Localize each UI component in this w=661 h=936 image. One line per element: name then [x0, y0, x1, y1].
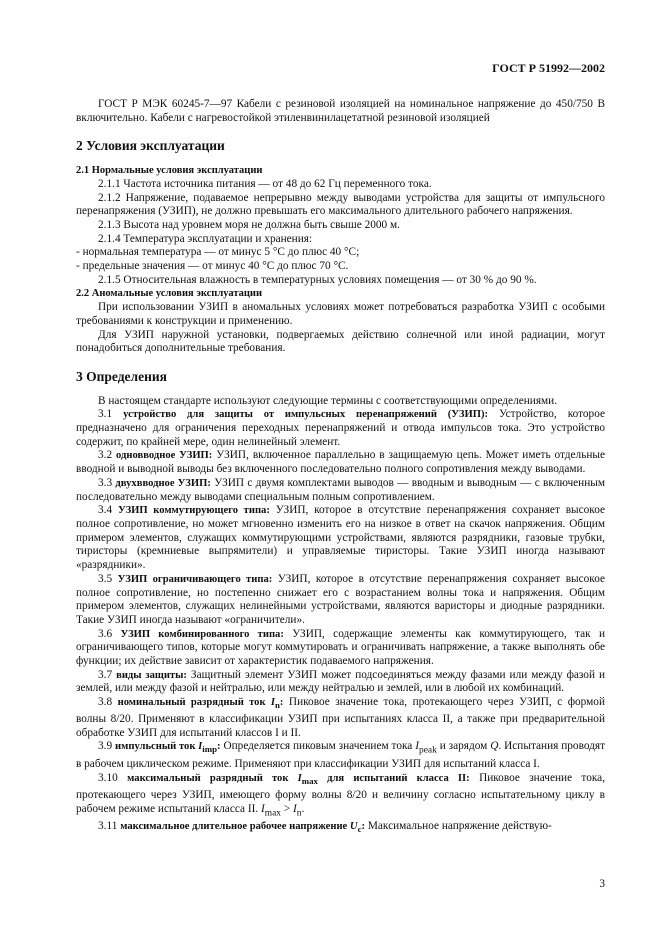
- def-text: УЗИП, включенное параллельно в защищаемую цепь. Может иметь отдельные вводной и выводной выводы без включенного последовательно полного сопротивления между выводами.: [76, 449, 605, 476]
- term-symbol: I: [297, 773, 302, 784]
- section-3-heading: 3 Определения: [76, 368, 167, 384]
- def-term: импульсный ток $I_{imp}$:: [115, 741, 221, 755]
- symbol-i-peak-sub: peak: [419, 745, 437, 756]
- term-symbol-sub: n: [275, 700, 280, 711]
- def-text: Пиковое значение тока, протекающего через УЗИП, имеющего форму волны 8/20 и величину согласно испытательному циклу в рабочем режиме испытаний класса II.: [76, 772, 606, 815]
- para-2-1-1: 2.1.1 Частота источника питания — от 48 до 62 Гц переменного тока.: [98, 177, 432, 190]
- definition-3-6: [76, 628, 605, 669]
- list-item-normal-temp: - нормальная температура — от минус 5 °С до плюс 40 °С;: [76, 246, 360, 259]
- term-symbol: U: [349, 821, 358, 833]
- term-label: максимальный разрядный ток: [127, 773, 289, 784]
- symbol-q: Q: [490, 740, 499, 753]
- def-text: Устройство, которое предназначено для ограничения переходных перенапряжений и отвода импульсов тока. Это устройство содержит, по крайней мере, один нелинейный элемент.: [76, 408, 606, 448]
- term-label: максимальное длительное рабочее напряжение: [120, 821, 348, 833]
- section-2-heading: 2 Условия эксплуатации: [76, 138, 225, 154]
- symbol-i-peak: I: [415, 740, 420, 753]
- def-term: устройство для защиты от импульсных перенапряжений (УЗИП):: [123, 409, 489, 421]
- term-label: номинальный разрядный ток: [117, 697, 266, 709]
- term-symbol-sub: imp: [202, 744, 218, 755]
- definition-3-10: 3.10 максимальный разрядный ток $I_{max}$ для испытаний класса II: Пиковое значение тока, протекающего через УЗИП, имеющего форму волны 8/20 и величину согласно испытательному циклу в рабочем режиме испытаний класса II. $I_{max} > I_n$.: [76, 772, 606, 818]
- term-symbol: I: [270, 697, 275, 709]
- page-number: 3: [599, 878, 605, 890]
- para-2-1-4: 2.1.4 Температура эксплуатации и хранения:: [98, 232, 313, 245]
- term-label: импульсный ток: [115, 741, 196, 753]
- term-symbol-sub: max: [301, 776, 318, 787]
- def-text: УЗИП с двумя комплектами выводов — вводным и выводным — с включенным последовательно между выводами специальным полным сопротивлением.: [76, 476, 605, 503]
- subsection-2-1-heading: 2.1 Нормальные условия эксплуатации: [76, 165, 263, 177]
- para-2-1-2: 2.1.2 Напряжение, подаваемое непрерывно между выводами устройства для защиты от импульсного перенапряжения (УЗИП), не должно превышать его максимального длительного рабочего напряжения.: [76, 191, 605, 218]
- definition-3-7: [76, 669, 605, 696]
- def-number: 3.11: [98, 820, 118, 833]
- def-number: 3.1: [98, 408, 113, 421]
- def-number: 3.8: [98, 696, 113, 709]
- para-2-2-a: При использовании УЗИП в аномальных условиях может потребоваться разработка УЗИП с особыми требованиями к конструкции и применению.: [76, 301, 605, 327]
- definition-3-1: [76, 408, 605, 449]
- def-text: Пиковое значение тока, протекающего через УЗИП, с формой волны 8/20. Применяют в классификации УЗИП при испытаниях класса II, а также при предварительной обработке УЗИП для испытаний классов I и II.: [76, 696, 605, 739]
- def-text-a: Определяется пиковым значением тока: [223, 740, 413, 753]
- def-number: 3.2: [98, 449, 113, 462]
- page-header: ГОСТ Р 51992—2002: [492, 61, 605, 75]
- definition-3-4: [76, 504, 605, 573]
- def-term: [127, 773, 470, 787]
- def-text: Максимальное напряжение действую-: [367, 820, 552, 833]
- def-text: УЗИП, которое в отсутствие перенапряжения сохраняет высокое полное сопротивление, но постепенно снижает его с возрастанием волны тока и напряжения. Общим примером элементов, служащих нелинейными устройствами, являются варисторы и диодные разрядники. Такие УЗИП иногда называют «ограничители».: [76, 572, 605, 626]
- definition-3-8: [76, 696, 605, 740]
- def-text: УЗИП, которое в отсутствие перенапряжения сохраняет высокое полное сопротивление, но может мгновенно изменить его на низкое в ответ на скачок напряжения. Общим примером элементов, служащих коммутирующими устройствами, являются разрядники, газовые трубки, тиристоры (кремниевые выпрямители) и управляемые тиристоры. Такие УЗИП иногда называют «разрядники».: [76, 504, 605, 572]
- def-number: 3.7: [98, 668, 113, 681]
- relation-operator: >: [283, 802, 291, 815]
- relation-symbol-a-sub: max: [264, 807, 281, 818]
- def-term: виды защиты:: [116, 669, 187, 681]
- section-3-lead: В настоящем стандарте используют следующие термины с соответствующими определениями.: [98, 394, 558, 407]
- def-term: УЗИП ограничивающего типа:: [117, 573, 273, 585]
- def-term: одновводное УЗИП:: [116, 450, 213, 462]
- intro-paragraph: ГОСТ Р МЭК 60245-7—97 Кабели с резиновой изоляцией на номинальное напряжение до 450/750 В включительно. Кабели с нагревостойкой этиленвинилацетатной резиновой изоляцией: [76, 98, 605, 124]
- def-term: максимальное длительное рабочее напряжение $U_c$:: [120, 821, 366, 835]
- definition-3-5: [76, 573, 605, 628]
- def-number: 3.10: [98, 772, 118, 784]
- def-number: 3.4: [98, 504, 113, 517]
- def-number: 3.3: [98, 476, 113, 489]
- para-2-2-b: Для УЗИП наружной установки, подвергаемых действию солнечной или иной радиации, могут понадобиться дополнительные требования.: [76, 328, 605, 355]
- relation-symbol-b: I: [293, 802, 297, 815]
- def-term: УЗИП комбинированного типа:: [120, 628, 284, 640]
- definition-3-2: [76, 449, 605, 476]
- subsection-2-2-heading: 2.2 Аномальные условия эксплуатации: [76, 288, 263, 300]
- relation-symbol-b-sub: n: [296, 807, 302, 818]
- def-text: УЗИП, содержащие элементы как коммутирующего, так и ограничивающего типов, которые могут коммутировать и ограничивать напряжение, а также выполнять обе функции; их действие зависит от характеристик подаваемого напряжения.: [76, 627, 605, 668]
- definition-3-3: [76, 477, 605, 504]
- para-2-1-5: 2.1.5 Относительная влажность в температурных условиях помещения — от 30 % до 90 %.: [98, 273, 537, 286]
- def-text: Защитный элемент УЗИП может подсоединяться между фазами или между фазой и землей, или между фазой и нейтралью, или между нейтралью и землей, или в любой их комбинаций.: [76, 668, 606, 695]
- def-term: УЗИП коммутирующего типа:: [117, 505, 270, 517]
- term-label-2: для испытаний класса II:: [327, 773, 470, 784]
- list-item-limit-temp: - предельные значения — от минус 40 °С до плюс 70 °С.: [76, 260, 349, 273]
- def-term: двухвводное УЗИП:: [115, 477, 211, 489]
- para-2-1-3: 2.1.3 Высота над уровнем моря не должна быть свыше 2000 м.: [98, 218, 400, 231]
- def-text-c: . Испытания проводят в рабочем циклическом режиме. Применяют при классификации УЗИП для испытаний класса I.: [76, 740, 606, 771]
- def-number: 3.6: [98, 627, 113, 640]
- term-symbol-sub: c: [357, 824, 362, 835]
- def-number: 3.5: [98, 572, 113, 585]
- def-number: 3.9: [98, 740, 113, 753]
- definition-3-11: [76, 820, 605, 837]
- relation-symbol-a: I: [261, 802, 265, 815]
- definition-3-9: [76, 740, 605, 772]
- term-symbol: I: [198, 741, 203, 753]
- def-text-b: и зарядом: [439, 740, 488, 753]
- def-term: номинальный разрядный ток $I_n$:: [117, 697, 284, 711]
